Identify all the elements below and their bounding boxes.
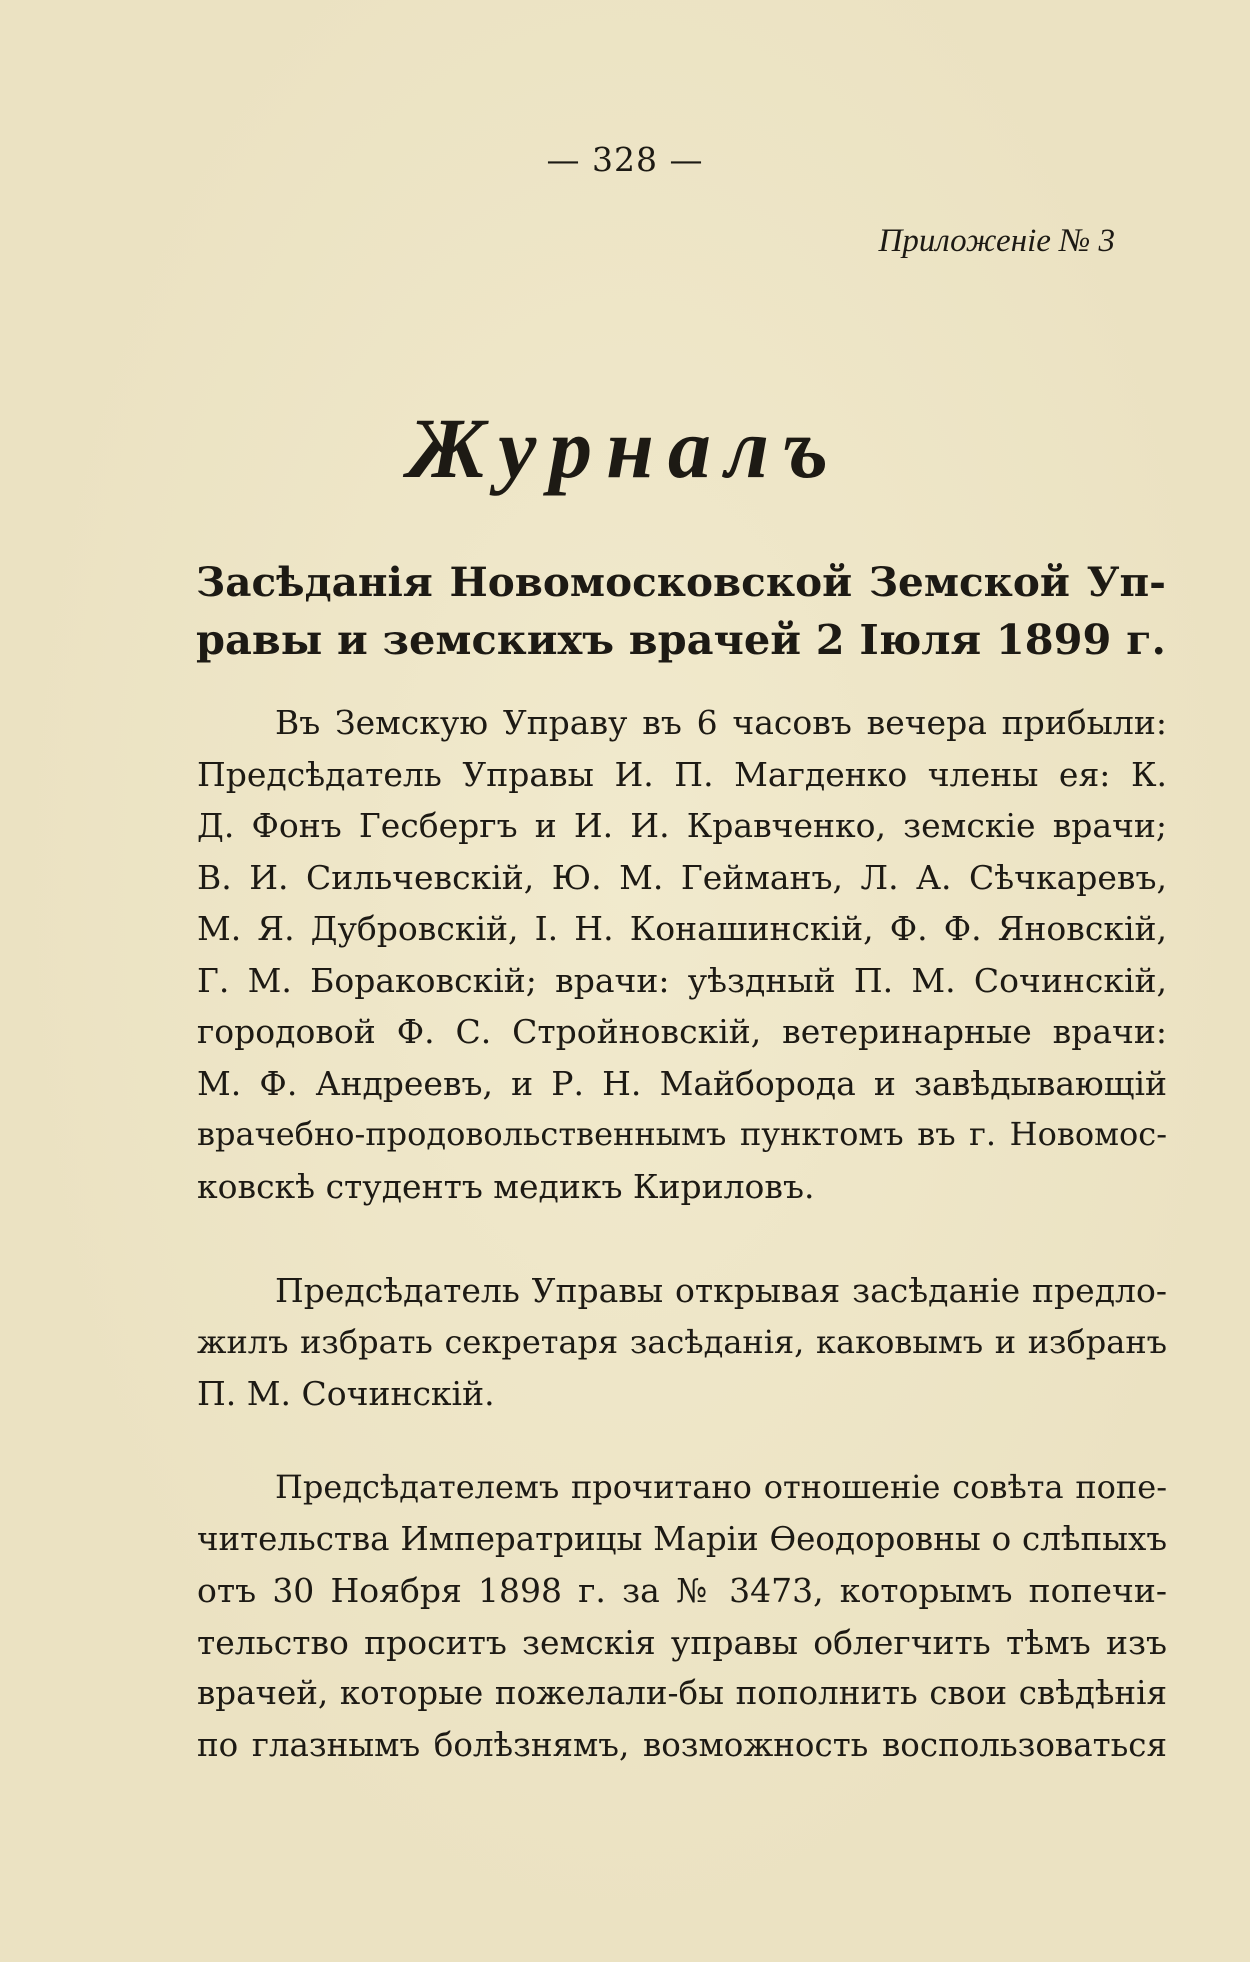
page-number: — 328 — [546,140,704,179]
text-line: М. Я. Дубровскій, І. Н. Конашинскій, Ф. Ф. Яновскій, [197,909,1167,948]
text-line: жилъ избрать секретаря засѣданія, каковымъ и избранъ [197,1322,1167,1361]
text-line: чительства Императрицы Маріи Ѳеодоровны о слѣпыхъ [197,1519,1167,1558]
text-line: врачей, которые пожелали-бы пополнить свои свѣдѣнія [197,1674,1167,1712]
paragraph-attendees [197,697,1167,1212]
text-line: П. М. Сочинскій. [197,1374,495,1413]
text-line: отъ 30 Ноября 1898 г. за № 3473, которымъ попечи- [197,1571,1167,1610]
paragraph-council-letter [197,1462,1167,1771]
paragraph-secretary [197,1265,1167,1420]
subtitle-line: равы и земскихъ врачей 2 Іюля 1899 г. [196,615,1166,664]
subtitle-line: Засѣданія Новомосковской Земской Уп- [196,558,1166,606]
text-line: городовой Ф. С. Стройновскій, ветеринарные врачи: [197,1012,1167,1051]
text-line: Предсѣдатель Управы открывая засѣданіе предло- [275,1271,1167,1310]
text-line: В. И. Сильчевскій, Ю. М. Гейманъ, Л. А. Сѣчкаревъ, [197,857,1167,897]
text-line: ковскѣ студентъ медикъ Кириловъ. [197,1166,815,1206]
text-line: Въ Земскую Управу въ 6 часовъ вечера прибыли: [275,703,1167,742]
document-title: Журналъ [407,400,843,496]
text-line: Предсѣдателемъ прочитано отношеніе совѣта попе- [275,1468,1167,1506]
text-line: Д. Фонъ Гесбергъ и И. И. Кравченко, земскіе врачи; [197,806,1167,845]
appendix-label: Приложеніе № 3 [878,223,1115,259]
text-line: М. Ф. Андреевъ, и Р. Н. Майборода и завѣдывающій [197,1063,1167,1103]
text-line: Г. М. Бораковскій; врачи: уѣздный П. М. Сочинскій, [197,960,1167,1000]
text-line: Предсѣдатель Управы И. П. Магденко члены ея: К. [197,754,1167,794]
text-line: тельство проситъ земскія управы облегчить тѣмъ изъ [197,1622,1167,1662]
text-line: врачебно-продовольственнымъ пунктомъ въ г. Новомос- [197,1115,1167,1153]
text-line: по глазнымъ болѣзнямъ, возможность воспользоваться [197,1725,1167,1764]
document-subtitle [196,553,1166,669]
